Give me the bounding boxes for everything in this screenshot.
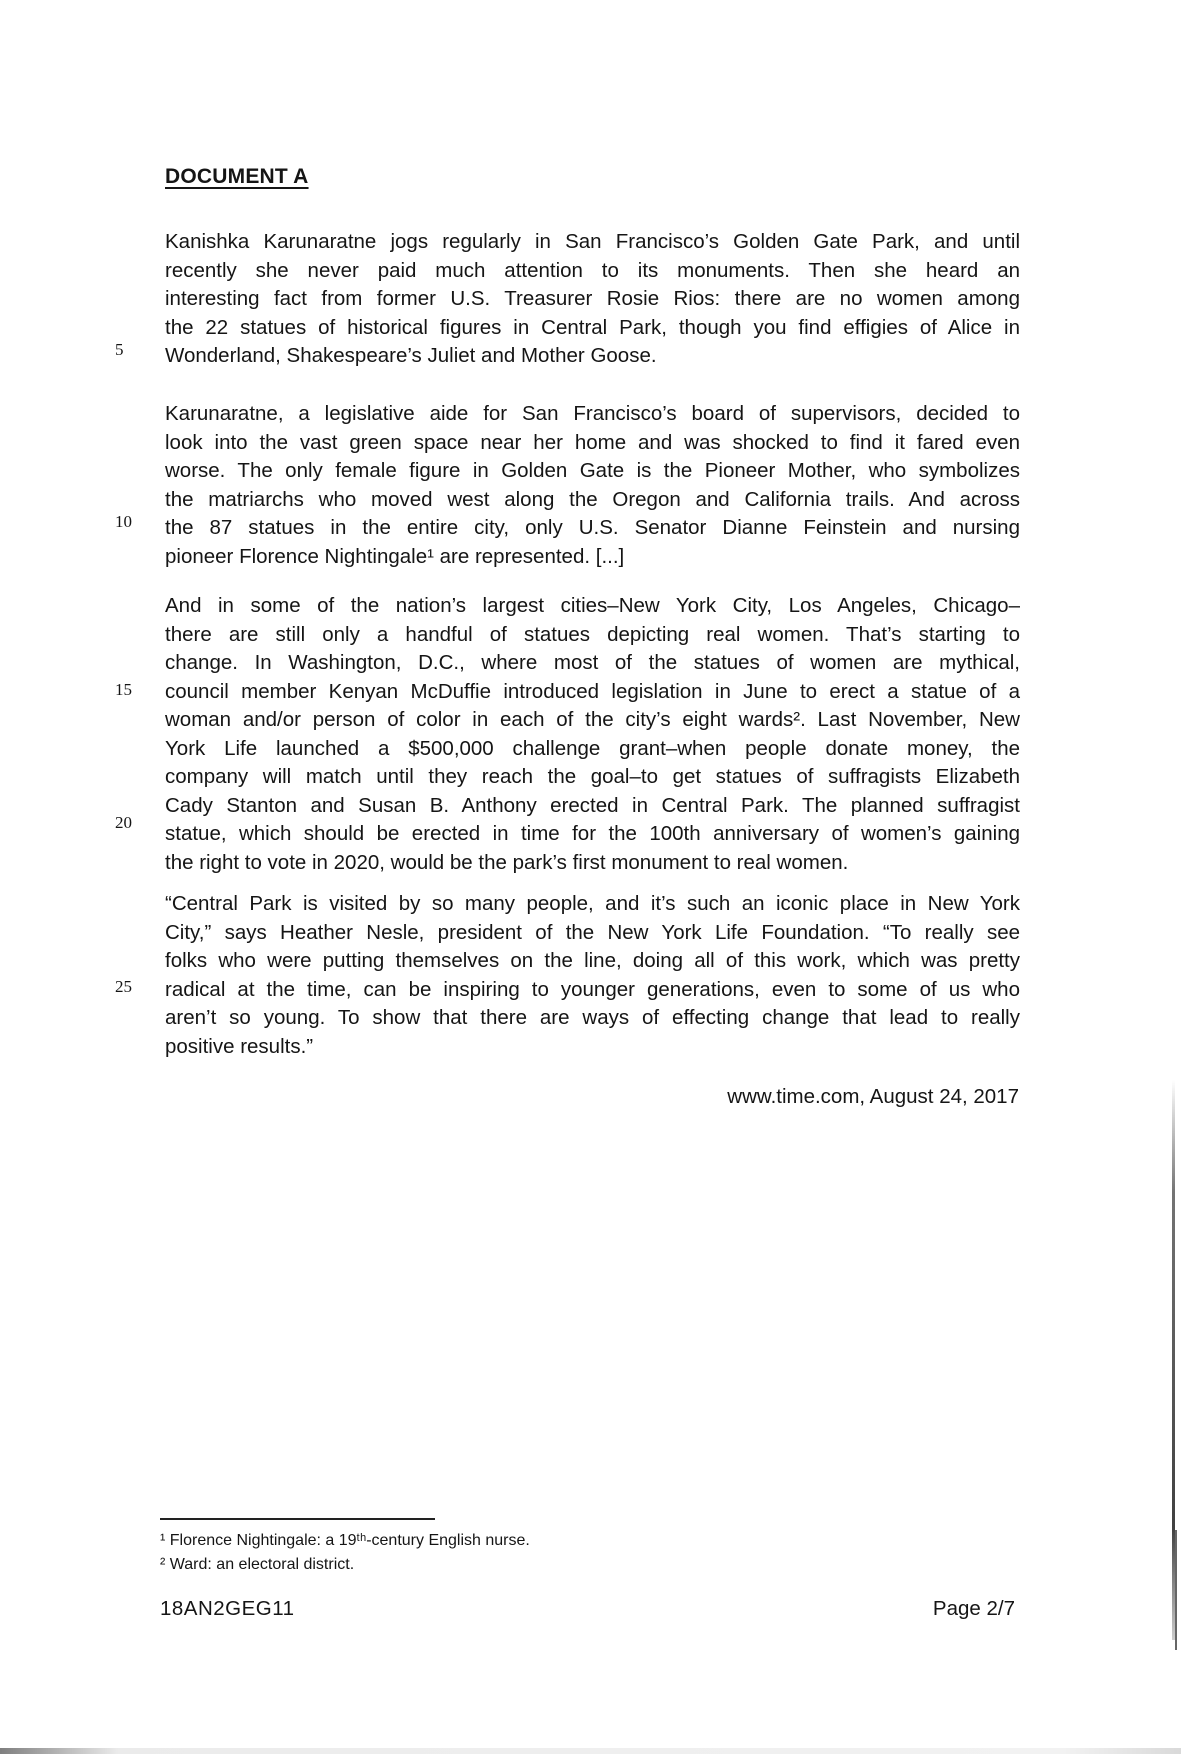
- footnote-2: ² Ward: an electoral district.: [160, 1556, 355, 1573]
- line-number-5: 5: [115, 340, 124, 359]
- paragraph-1: [165, 228, 1020, 371]
- source-citation: www.time.com, August 24, 2017: [727, 1085, 1019, 1108]
- text-line: York Life launched a $500,000 challenge grant–when people donate money, the: [165, 736, 1020, 760]
- text-line: recently she never paid much attention to its monuments. Then she heard an: [165, 258, 1020, 282]
- text-line: City,” says Heather Nesle, president of the New York Life Foundation. “To really see: [165, 920, 1020, 944]
- scan-bottom-shadow: [0, 1748, 1181, 1754]
- text-line: the matriarchs who moved west along the Oregon and California trails. And across: [165, 487, 1020, 511]
- text-line: radical at the time, can be inspiring to younger generations, even to some of us who: [165, 977, 1020, 1001]
- document-code: 18AN2GEG11: [160, 1597, 295, 1620]
- paragraph-4: [165, 890, 1020, 1061]
- text-line: folks who were putting themselves on the line, doing all of this work, which was pretty: [165, 949, 1020, 972]
- text-line: “Central Park is visited by so many people, and it’s such an iconic place in New York: [165, 892, 1020, 915]
- text-line: Cady Stanton and Susan B. Anthony erected in Central Park. The planned suffragist: [165, 793, 1020, 817]
- page-number: Page 2/7: [932, 1597, 1015, 1620]
- text-line: pioneer Florence Nightingale¹ are represented. [...]: [165, 544, 625, 568]
- text-line: And in some of the nation’s largest cities–New York City, Los Angeles, Chicago–: [165, 594, 1020, 617]
- text-line: change. In Washington, D.C., where most of the statues of women are mythical,: [165, 651, 1020, 674]
- line-number-15: 15: [115, 680, 132, 699]
- line-number-10: 10: [115, 512, 132, 531]
- text-line: worse. The only female figure in Golden Gate is the Pioneer Mother, who symbolizes: [165, 459, 1020, 482]
- text-line: woman and/or person of color in each of the city’s eight wards². Last November, New: [165, 708, 1020, 731]
- text-line: council member Kenyan McDuffie introduced legislation in June to erect a statue of a: [165, 679, 1020, 703]
- text-line: the 22 statues of historical figures in Central Park, though you find effigies of Alice in: [165, 315, 1020, 339]
- text-line: the right to vote in 2020, would be the park’s first monument to real women.: [165, 850, 849, 874]
- document-heading: DOCUMENT A: [165, 165, 309, 188]
- scan-edge-shadow-lower: [1175, 1530, 1177, 1650]
- line-number-20: 20: [115, 813, 132, 832]
- text-line: there are still only a handful of statues depicting real women. That’s starting to: [165, 622, 1020, 646]
- footnote-divider: [160, 1518, 435, 1520]
- line-number-25: 25: [115, 977, 132, 996]
- text-line: statue, which should be erected in time for the 100th anniversary of women’s gaining: [165, 822, 1020, 845]
- footnote-1: ¹ Florence Nightingale: a 19ᵗʰ-century English nurse.: [160, 1532, 530, 1549]
- text-line: Kanishka Karunaratne jogs regularly in San Francisco’s Golden Gate Park, and until: [165, 230, 1020, 253]
- text-line: Wonderland, Shakespeare’s Juliet and Mother Goose.: [165, 344, 657, 367]
- text-line: positive results.”: [165, 1034, 314, 1058]
- text-line: look into the vast green space near her home and was shocked to find it fared even: [165, 430, 1020, 454]
- text-line: the 87 statues in the entire city, only U.S. Senator Dianne Feinstein and nursing: [165, 516, 1020, 539]
- text-line: interesting fact from former U.S. Treasurer Rosie Rios: there are no women among: [165, 287, 1020, 310]
- paragraph-2: [165, 400, 1020, 571]
- paragraph-3: [165, 592, 1020, 877]
- text-line: Karunaratne, a legislative aide for San Francisco’s board of supervisors, decided to: [165, 402, 1020, 425]
- text-line: aren’t so young. To show that there are ways of effecting change that lead to really: [165, 1006, 1020, 1029]
- text-line: company will match until they reach the goal–to get statues of suffragists Elizabeth: [165, 765, 1020, 788]
